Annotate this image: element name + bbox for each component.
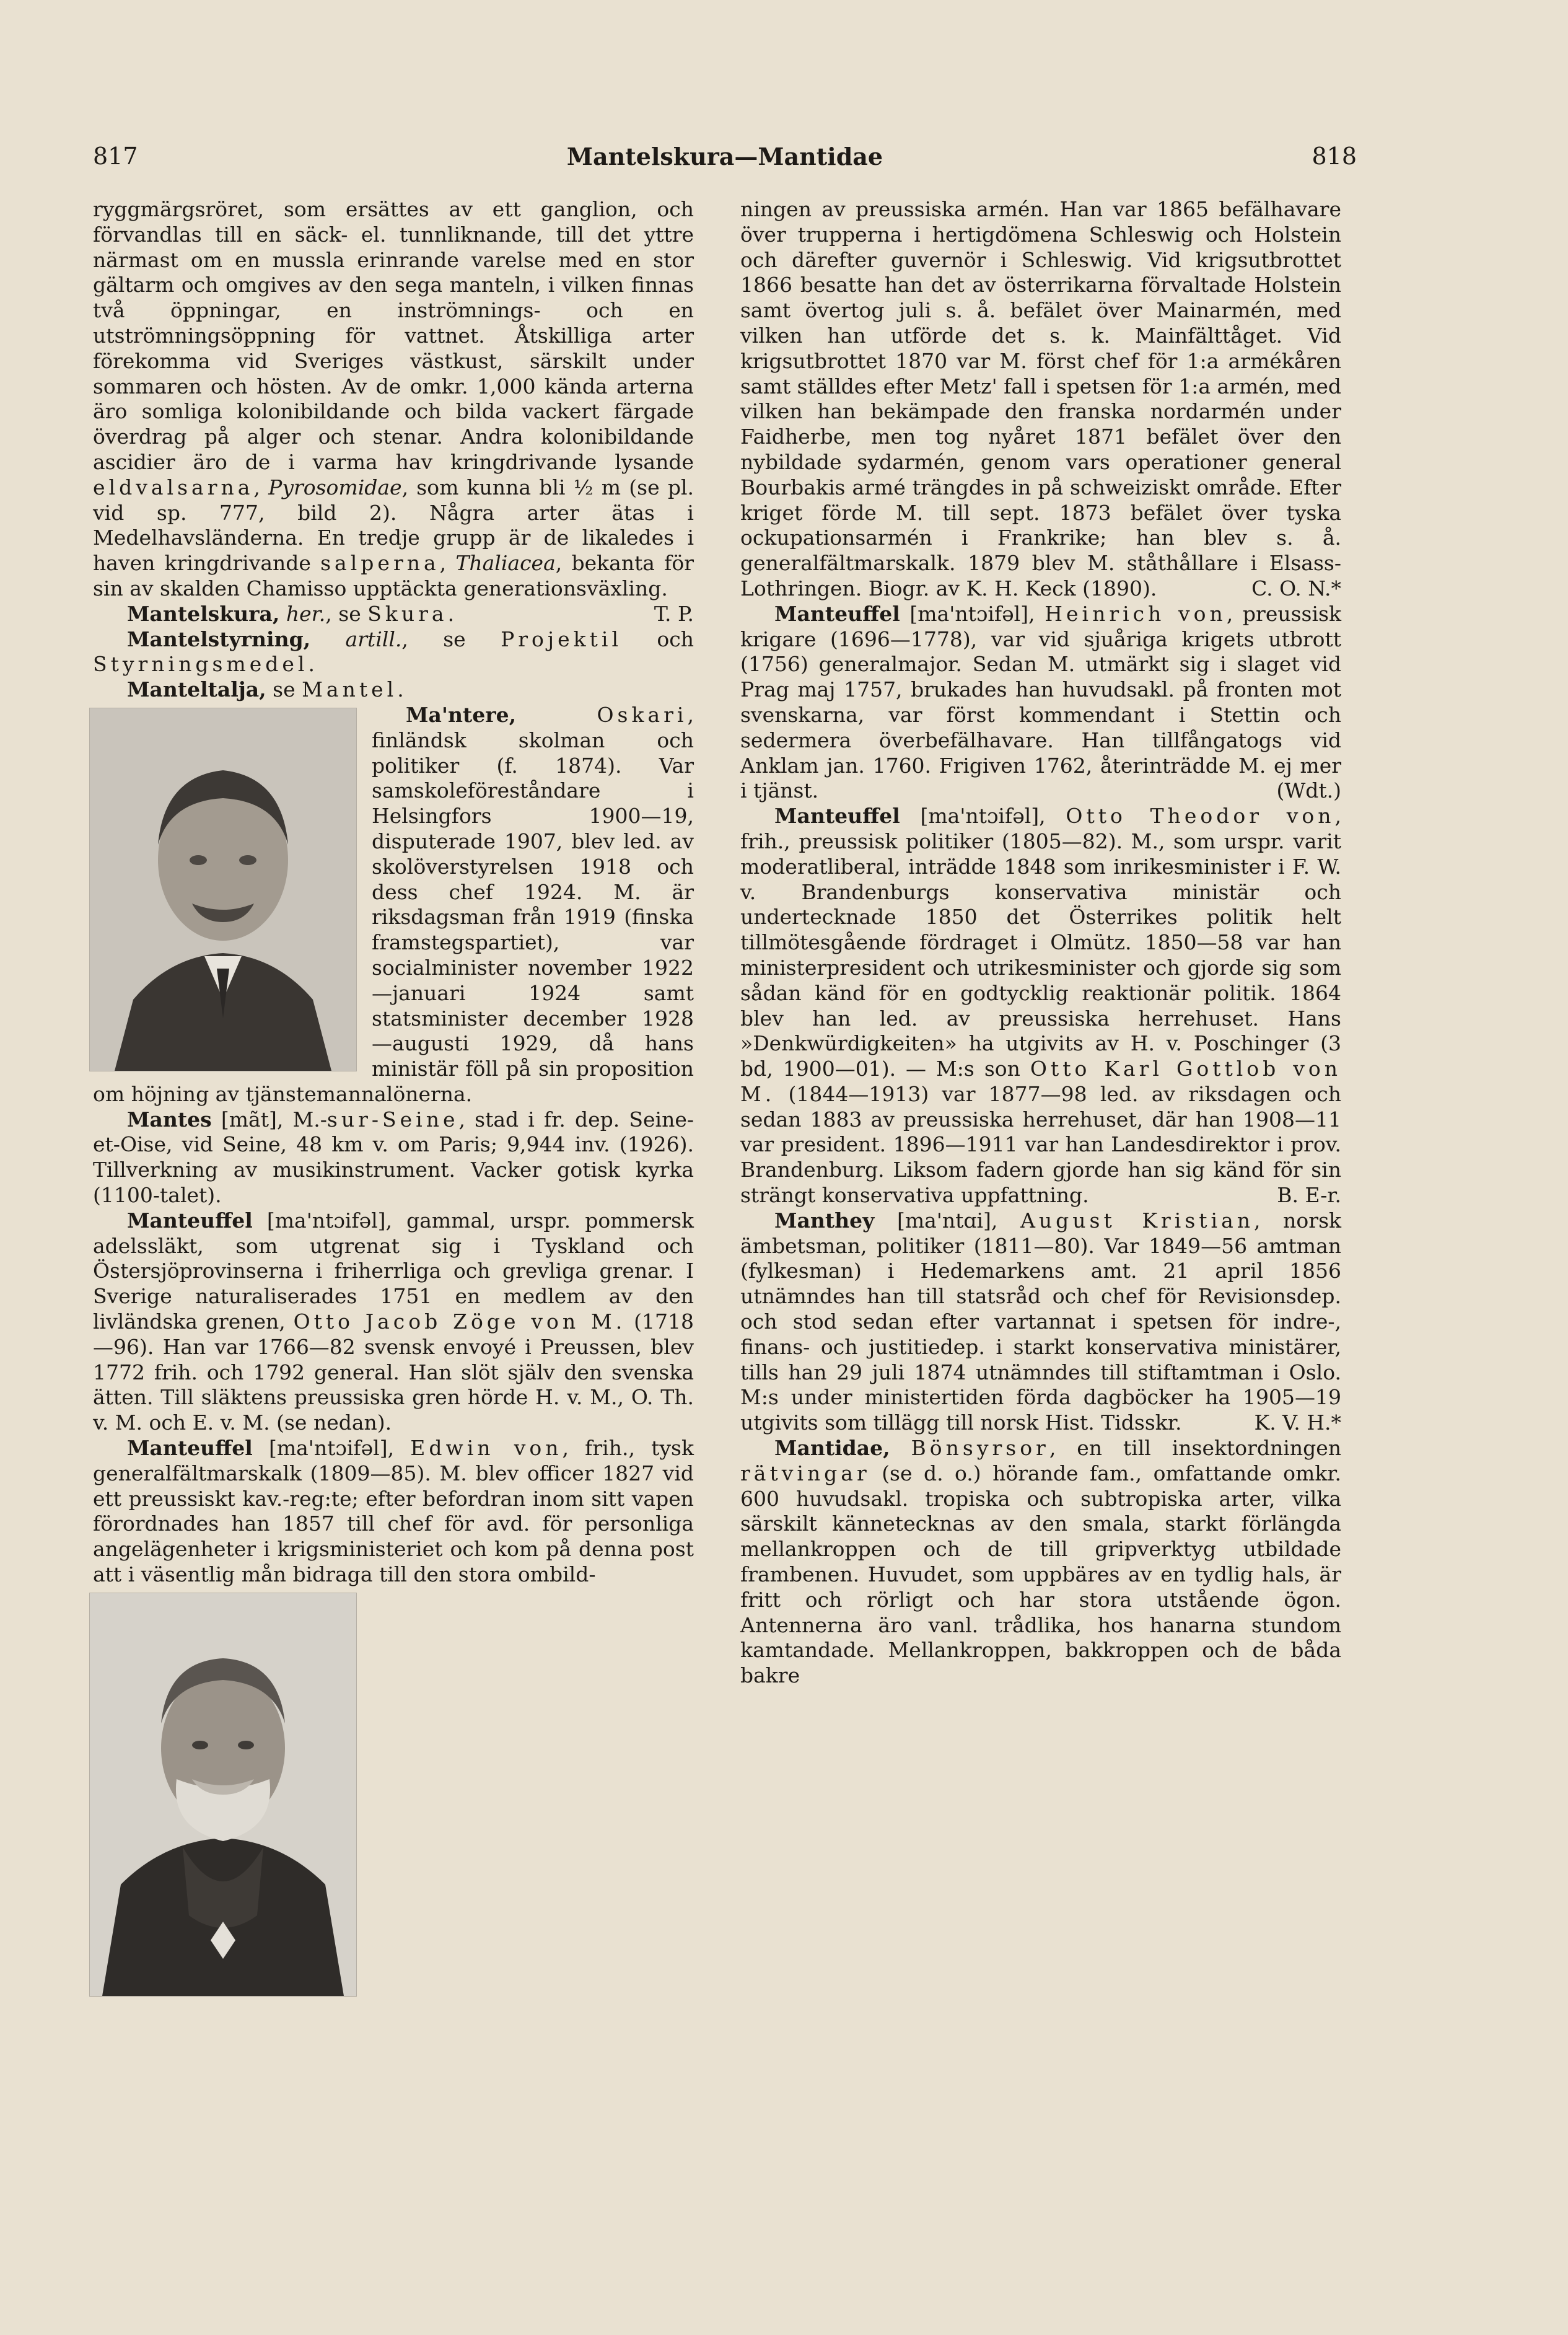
page-number-left: 817 — [93, 143, 138, 170]
entry-mantidae: Mantidae, Bönsyrsor, en till insektordningen rätvingar (se d. o.) hörande fam., omfattande omkr. 600 huvudsakl. tropiska och subtropiska arter, vilka särskilt kännetecknas av den smala, starkt förlängda mellankroppen och de till gripverktyg utbildade frambenen. Huvudet, som uppbäres av en tydlig hals, är fritt och rörligt och har stora utstående ögon. Antennerna äro vanl. trådlika, hos hanarna stundom kamtandade. Mellankroppen, bakkroppen och de båda bakre — [740, 1436, 1341, 1688]
entry-mantelskura: Mantelskura, her., se Skura. — [127, 601, 455, 626]
entry-manteuffel-family: Manteuffel [ma'ntɔifəl], gammal, urspr. pommersk adelssläkt, som utgrenat sig i Tyskland och Östersjöprovinserna i friherrliga och grevliga grenar. I Sverige naturaliserades 1751 en medlem av den livländska grenen, Otto Jacob Zöge von M. (1718—96). Han var 1766—82 svensk envoyé i Preussen, blev 1772 frih. och 1792 general. Han slöt själv den svenska ätten. Till släktens preussiska gren hörde H. v. M., O. Th. v. M. och E. v. M. (se nedan). — [93, 1208, 694, 1435]
entry-mantere: Ma'ntere, Oskari , finländsk skolman och politiker (f. 1874). Var samskoleföreståndare i Helsingfors 1900—19, disputerade 1907, blev led. av skolöverstyrelsen 1918 och dess chef 1924. M. är riksdagsman från 1919 (finska framstegspartiet), var socialminister november 1922—januari 1924 samt statsminister december 1928—augusti 1929, då hans ministär föll på sin proposition om höjning av tjänstemannalönerna. — [93, 703, 694, 1107]
portrait-icon — [90, 708, 356, 1071]
portrait-manteuffel — [89, 1593, 357, 1997]
entry-manteuffel-otto: Manteuffel [ma'ntɔifəl], Otto Theodor von, frih., preussisk politiker (1805—82). M., som urspr. varit moderatliberal, inträdde 1848 som inrikesminister i F. W. v. Brandenburgs konservativa ministär och undertecknade 1850 det Österrikes politik helt tillmötesgående fördraget i Olmütz. 1850—58 var han ministerpresident och utrikesminister och gjorde sig som sådan känd för en godtycklig reaktionär politik. 1864 blev han led. av preussiska herrehuset. Hans »Denkwürdigkeiten» ha utgivits av H. v. Poschinger (3 bd, 1900—01). — M:s son Otto Karl Gottlob von M. (1844—1913) var 1877—98 led. av riksdagen och sedan 1883 av preussiska herrehuset, där han 1908—11 var president. 1896—1911 var han Landesdirektor i prov. Brandenburg. Liksom fadern gjorde han sig känd för sin strängt konservativa uppfattning. B. E-r. — [740, 804, 1341, 1208]
entry-manteltalja: Manteltalja, se Mantel. — [127, 677, 404, 702]
portrait-mantere — [89, 708, 357, 1071]
author-signature: T. P. — [654, 601, 694, 626]
left-column — [93, 197, 694, 2000]
entry-mantes: Mantes [mãt], M.-sur-Seine, stad i fr. dep. Seine-et-Oise, vid Seine, 48 km v. om Paris; 9,944 inv. (1926). Tillverkning av musikinstrument. Vacker gotisk kyrka (1100-talet). — [93, 1107, 694, 1208]
entry-manteuffel-edwin: Manteuffel [ma'ntɔifəl], Edwin von, frih., tysk generalfältmarskalk (1809—85). M. blev officer 1827 vid ett preussiskt kav.-reg:te; efter befordran inom sitt vapen förordnades han 1857 till chef för avd. för personliga angelägenheter i krigsministeriet och kom på denna post att i väsentlig mån bidraga till den stora ombild- — [93, 1436, 694, 1588]
entry-manteuffel-heinrich: Manteuffel [ma'ntɔifəl], Heinrich von, preussisk krigare (1696—1778), var vid sjuåriga krigets utbrott (1756) generalmajor. Sedan M. utmärkt sig i slaget vid Prag maj 1757, brukades han huvudsakl. på fronten mot svenskarna, var först kommendant i Stettin och sedermera överbefälhavare. Han tillfångatogs vid Anklam jan. 1760. Frigiven 1762, återinträdde M. ej mer i tjänst. (Wdt.) — [740, 601, 1341, 803]
page-header — [93, 143, 1357, 180]
page-number-right: 818 — [1312, 143, 1357, 170]
article-text: ryggmärgsröret, som ersättes av ett ganglion, och förvandlas till en säck- el. tunnliknande, till det yttre närmast om en mussla erinrande varelse med en stor gältarm och omgives av den sega manteln, i vilken finnas två öppningar, en inströmnings- och en utströmningsöppning för vattnet. Åtskilliga arter förekomma vid Sveriges västkust, särskilt under sommaren och hösten. Av de omkr. 1,000 kända arterna äro somliga kolonibildande och bilda vackert färgade överdrag på alger och stenar. Andra kolonibildande ascidier äro de i varma hav kringdrivande lysande eldvalsarna, Pyrosomidae, som kunna bli ½ m (se pl. vid sp. 777, bild 2). Några arter ätas i Medelhavsländerna. En tredje grupp är de likaledes i haven kringdrivande salperna, Thaliacea, bekanta för sin av skalden Chamisso upptäckta generationsväxling. T. P. — [93, 197, 694, 626]
right-column — [740, 197, 1341, 1689]
entry-manthey: Manthey [ma'ntɑi], August Kristian, norsk ämbetsman, politiker (1811—80). Var 1849—56 amtman (fylkesman) i Hedemarkens amt. 21 april 1856 utnämndes han till statsråd och chef för Revisionsdep. och stod sedan efter vartannat i spetsen för indre-, finans- och justitiedep. i starkt konservativa ministärer, tills han 29 juli 1874 utnämndes till stiftamtman i Oslo. M:s under ministertiden förda dagböcker ha 1905—19 utgivits som tillägg till norsk Hist. Tidsskr. K. V. H.* — [740, 1208, 1341, 1435]
entry-mantelstyrning: Mantelstyrning, artill., se Projektil och Styrningsmedel. — [93, 627, 694, 677]
portrait-icon — [90, 1593, 356, 1996]
article-text-continued: ningen av preussiska armén. Han var 1865 befälhavare över trupperna i hertigdömena Schleswig och Holstein och därefter guvernör i Schleswig. Vid krigsutbrottet 1866 besatte han det av österrikarna förvaltade Holstein samt övertog juli s. å. befälet över Mainarmén, med vilken han utförde det s. k. Mainfälttåget. Vid krigsutbrottet 1870 var M. först chef för 1:a armékåren samt ställdes efter Metz' fall i spetsen för 1:a armén, med vilken han bekämpade den franska nordarmén under Faidherbe, men tog nyåret 1871 befälet över den nybildade sydarmén, genom vars operationer general Bourbakis armé trängdes in på schweiziskt område. Efter kriget förde M. till sept. 1873 befälet över tyska ockupationsarmén i Frankrike; han blev s. å. generalfältmarskalk. 1879 blev M. ståthållare i Elsass-Lothringen. Biogr. av K. H. Keck (1890). C. O. N.* — [740, 197, 1341, 600]
page-title: Mantelskura—Mantidae — [566, 143, 883, 170]
author-signature: C. O. N.* — [1251, 576, 1341, 600]
